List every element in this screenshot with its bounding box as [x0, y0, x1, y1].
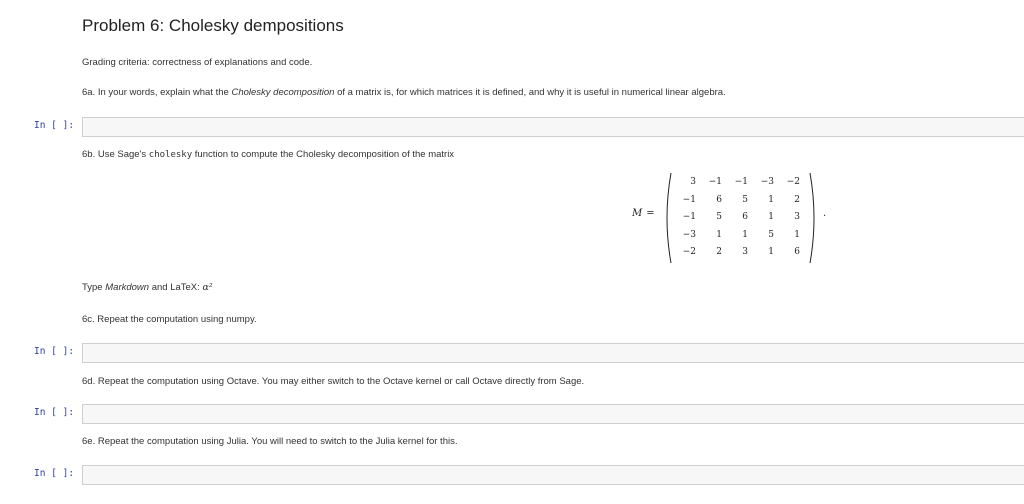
question-6c: 6c. Repeat the computation using numpy.: [82, 314, 257, 325]
grading-criteria: Grading criteria: correctness of explanations and code.: [82, 57, 313, 68]
matrix-cell: 3: [690, 177, 696, 187]
q6a-emphasis: Cholesky decomposition: [231, 87, 335, 98]
matrix-cell: 3: [742, 247, 748, 257]
q6b-text-before: 6b. Use Sage's: [82, 149, 149, 160]
matrix-cell: −1: [734, 177, 748, 187]
matrix-cell: 5: [768, 229, 774, 240]
matrix-cell: 5: [716, 212, 722, 222]
matrix-cell: −3: [760, 177, 774, 187]
matrix-cell: 1: [742, 229, 748, 240]
markdown-hint: [82, 282, 213, 293]
code-cell-input-1[interactable]: [82, 117, 1024, 137]
code-cell-input-3[interactable]: [82, 404, 1024, 424]
hint-emphasis: Markdown: [105, 282, 150, 293]
q6b-code: cholesky: [148, 150, 193, 160]
right-paren-icon: [809, 172, 819, 264]
hint-text-before: Type: [82, 282, 106, 293]
code-cell-input-4[interactable]: [82, 465, 1024, 485]
question-6b: [82, 149, 454, 160]
matrix-label: [632, 208, 655, 219]
matrix-cell: 6: [742, 212, 748, 222]
cell-prompt-1: In [ ]:: [34, 120, 75, 131]
matrix-cell: −3: [682, 229, 696, 240]
matrix-cell: 3: [794, 212, 800, 222]
matrix-equals: =: [646, 208, 655, 219]
left-paren-icon: [662, 172, 672, 264]
matrix-cell: 1: [768, 247, 774, 257]
matrix-period: .: [823, 208, 827, 219]
matrix-cell: 1: [716, 229, 722, 240]
matrix-cell: 6: [794, 247, 800, 257]
matrix-cell: −1: [708, 177, 722, 187]
question-6e: 6e. Repeat the computation using Julia. You will need to switch to the Julia kernel for this.: [82, 436, 458, 447]
matrix-cell: 1: [794, 229, 800, 240]
cell-prompt-4: In [ ]:: [34, 468, 75, 479]
matrix-cell: −1: [682, 212, 696, 222]
matrix-cell: −2: [786, 177, 800, 187]
cell-prompt-2: In [ ]:: [34, 346, 75, 357]
q6a-text-before: 6a. In your words, explain what the: [82, 87, 232, 98]
matrix-cell: 5: [742, 194, 748, 205]
page-title: Problem 6: Cholesky dempositions: [82, 16, 344, 35]
matrix-cell: 2: [716, 247, 722, 257]
matrix-cell: −2: [682, 247, 696, 257]
q6a-text-after: of a matrix is, for which matrices it is defined, and why it is useful in numerical linear algebra.: [334, 87, 726, 98]
matrix-cell: 1: [768, 212, 774, 222]
matrix-cell: 2: [794, 194, 800, 205]
question-6a: [82, 87, 726, 98]
matrix-cell: −1: [682, 194, 696, 205]
hint-math: α²: [202, 282, 213, 293]
code-cell-input-2[interactable]: [82, 343, 1024, 363]
cell-prompt-3: In [ ]:: [34, 407, 75, 418]
matrix-grid: [674, 174, 804, 262]
matrix-cell: 1: [768, 194, 774, 205]
matrix-cell: 6: [716, 194, 722, 205]
hint-text-middle: and LaTeX:: [149, 282, 203, 293]
matrix-name: M: [632, 208, 643, 219]
q6b-text-after: function to compute the Cholesky decomposition of the matrix: [192, 149, 455, 160]
question-6d: 6d. Repeat the computation using Octave. You may either switch to the Octave kernel or call Octave directly from Sage.: [82, 376, 585, 387]
